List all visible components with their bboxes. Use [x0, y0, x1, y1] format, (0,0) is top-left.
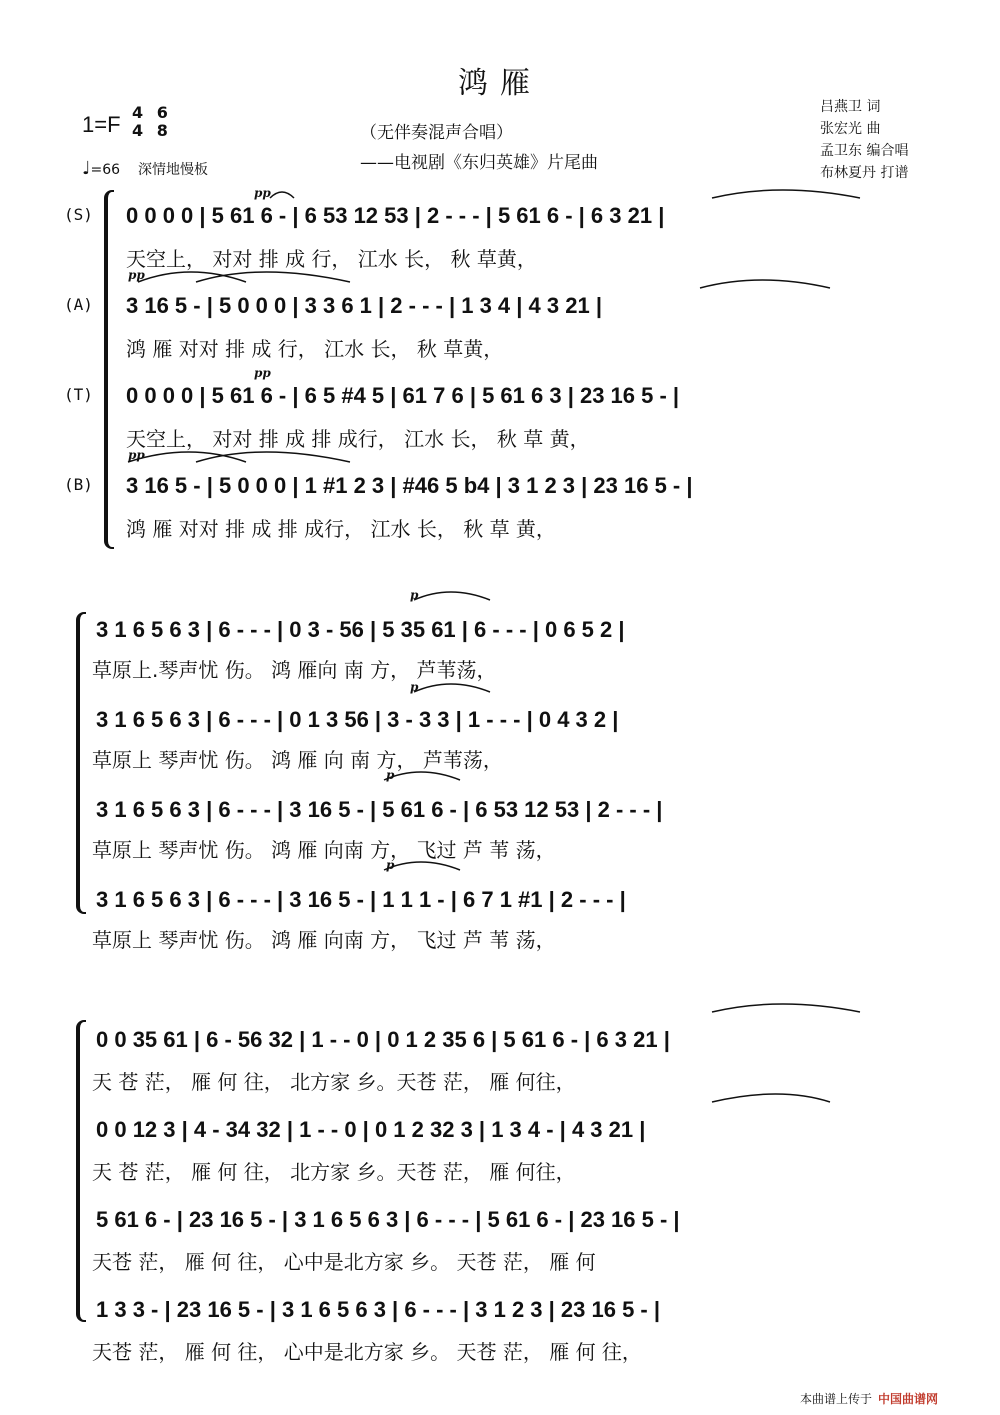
- system1-tenor-notes: 0 0 0 0 | 5 61 6 - | 6 5 #4 5 | 61 7 6 | 5 61 6 3 | 23 16 5 - |: [126, 383, 680, 408]
- system2-soprano-notes: 3 1 6 5 6 3 | 6 - - - | 0 3 - 56 | 5 35 61 | 6 - - - | 0 6 5 2 |: [96, 617, 625, 642]
- system1-alto-notes: 3 16 5 - | 5 0 0 0 | 3 3 6 1 | 2 - - - | 1 3 4 | 4 3 21 |: [126, 293, 602, 318]
- system2-alto-notes: 3 1 6 5 6 3 | 6 - - - | 0 1 3 56 | 3 - 3 3 | 1 - - - | 0 4 3 2 |: [96, 707, 619, 732]
- slur: [712, 190, 860, 198]
- system1-bass-lyrics: 鸿 雁 对对 排 成 排 成行， 江水 长， 秋 草 黄，: [126, 517, 556, 541]
- subtitle-choir: （无伴奏混声合唱）: [360, 123, 513, 143]
- dynamic-pp-alto: pp: [128, 268, 145, 282]
- dynamic-p-alto: p: [410, 680, 419, 694]
- system3-bass-lyrics: 天苍 茫， 雁 何 往， 心中是北方家 乡。 天苍 茫， 雁 何 往，: [92, 1340, 642, 1364]
- site-logo: 中国曲谱网: [878, 1392, 939, 1406]
- slur: [270, 192, 294, 198]
- slur: [196, 272, 350, 282]
- system1-bass-notes: 3 16 5 - | 5 0 0 0 | 1 #1 2 3 | #46 5 b4 | 3 1 2 3 | 23 16 5 - |: [126, 473, 693, 498]
- system2-bass-lyrics: 草原上 琴声忧 伤。 鸿 雁 向南 方， 飞过 芦 苇 荡，: [92, 928, 556, 952]
- system3-bass-notes: 1 3 3 - | 23 16 5 - | 3 1 6 5 6 3 | 6 - - - | 3 1 2 3 | 23 16 5 - |: [96, 1297, 661, 1322]
- slur: [384, 772, 460, 780]
- song-title: 鸿雁: [458, 66, 542, 101]
- subtitle-source: ——电视剧《东归英雄》片尾曲: [360, 153, 598, 173]
- tempo-value: =66: [90, 162, 121, 178]
- slur: [712, 1004, 860, 1012]
- dynamic-pp-tenor: pp: [254, 366, 271, 380]
- system3-tenor-lyrics: 天苍 茫， 雁 何 往， 心中是北方家 乡。 天苍 茫， 雁 何: [92, 1250, 596, 1274]
- credit-engraver: 布林夏丹 打谱: [820, 165, 909, 181]
- credit-composer: 张宏光 曲: [820, 121, 881, 137]
- system3-soprano-notes: 0 0 35 61 | 6 - 56 32 | 1 - - 0 | 0 1 2 35 6 | 5 61 6 - | 6 3 21 |: [96, 1027, 670, 1052]
- expression-text: 深情地慢板: [138, 162, 209, 178]
- slur: [196, 452, 350, 462]
- system2-tenor-lyrics: 草原上 琴声忧 伤。 鸿 雁 向南 方， 飞过 芦 苇 荡，: [92, 838, 556, 862]
- system3-soprano-lyrics: 天 苍 茫， 雁 何 往， 北方家 乡。天苍 茫， 雁 何往，: [92, 1070, 576, 1094]
- dynamic-p-tenor: p: [386, 768, 395, 782]
- slur: [138, 272, 246, 282]
- voice-label-tenor: (T): [64, 385, 93, 404]
- meter-68: 6 8: [156, 103, 168, 140]
- credit-lyricist: 吕燕卫 词: [820, 99, 881, 115]
- meter-44: 4 4: [132, 103, 144, 140]
- system1-alto-lyrics: 鸿 雁 对对 排 成 行， 江水 长， 秋 草黄，: [126, 337, 504, 361]
- slur: [384, 862, 460, 870]
- dynamic-pp-bass: pp: [128, 448, 145, 462]
- voice-label-alto: (A): [64, 295, 93, 314]
- voice-label-soprano: (S): [64, 205, 93, 224]
- credit-arranger: 孟卫东 编合唱: [820, 143, 909, 159]
- slur: [128, 452, 246, 462]
- key-signature: 1=F: [82, 112, 121, 137]
- dynamic-pp-soprano: pp: [254, 186, 271, 200]
- slur: [414, 592, 490, 600]
- system1-soprano-lyrics: 天空上， 对对 排 成 行， 江水 长， 秋 草黄，: [126, 247, 537, 271]
- system3-alto-notes: 0 0 12 3 | 4 - 34 32 | 1 - - 0 | 0 1 2 32 3 | 1 3 4 - | 4 3 21 |: [96, 1117, 646, 1142]
- system1-tenor-lyrics: 天空上， 对对 排 成 排 成行， 江水 长， 秋 草 黄，: [126, 427, 590, 451]
- system2-soprano-lyrics: 草原上.琴声忧 伤。 鸿 雁向 南 方， 芦苇荡，: [92, 658, 497, 682]
- slur: [712, 1094, 830, 1102]
- system1-soprano-notes: 0 0 0 0 | 5 61 6 - | 6 53 12 53 | 2 - - - | 5 61 6 - | 6 3 21 |: [126, 203, 665, 228]
- footer-text: 本曲谱上传于: [800, 1392, 873, 1406]
- system2-alto-lyrics: 草原上 琴声忧 伤。 鸿 雁 向 南 方， 芦苇荡，: [92, 748, 503, 772]
- slur: [414, 684, 490, 692]
- footer-credit: [800, 1390, 938, 1407]
- dynamic-p-soprano: p: [410, 588, 419, 602]
- dynamic-p-bass: p: [386, 858, 395, 872]
- quarter-note-icon: ♩: [82, 158, 91, 179]
- voice-label-bass: (B): [64, 475, 93, 494]
- system2-bass-notes: 3 1 6 5 6 3 | 6 - - - | 3 16 5 - | 1 1 1 - | 6 7 1 #1 | 2 - - - |: [96, 887, 626, 912]
- system3-alto-lyrics: 天 苍 茫， 雁 何 往， 北方家 乡。天苍 茫， 雁 何往，: [92, 1160, 576, 1184]
- slur: [700, 280, 830, 288]
- system3-tenor-notes: 5 61 6 - | 23 16 5 - | 3 1 6 5 6 3 | 6 - - - | 5 61 6 - | 23 16 5 - |: [96, 1207, 680, 1232]
- system2-tenor-notes: 3 1 6 5 6 3 | 6 - - - | 3 16 5 - | 5 61 6 - | 6 53 12 53 | 2 - - - |: [96, 797, 663, 822]
